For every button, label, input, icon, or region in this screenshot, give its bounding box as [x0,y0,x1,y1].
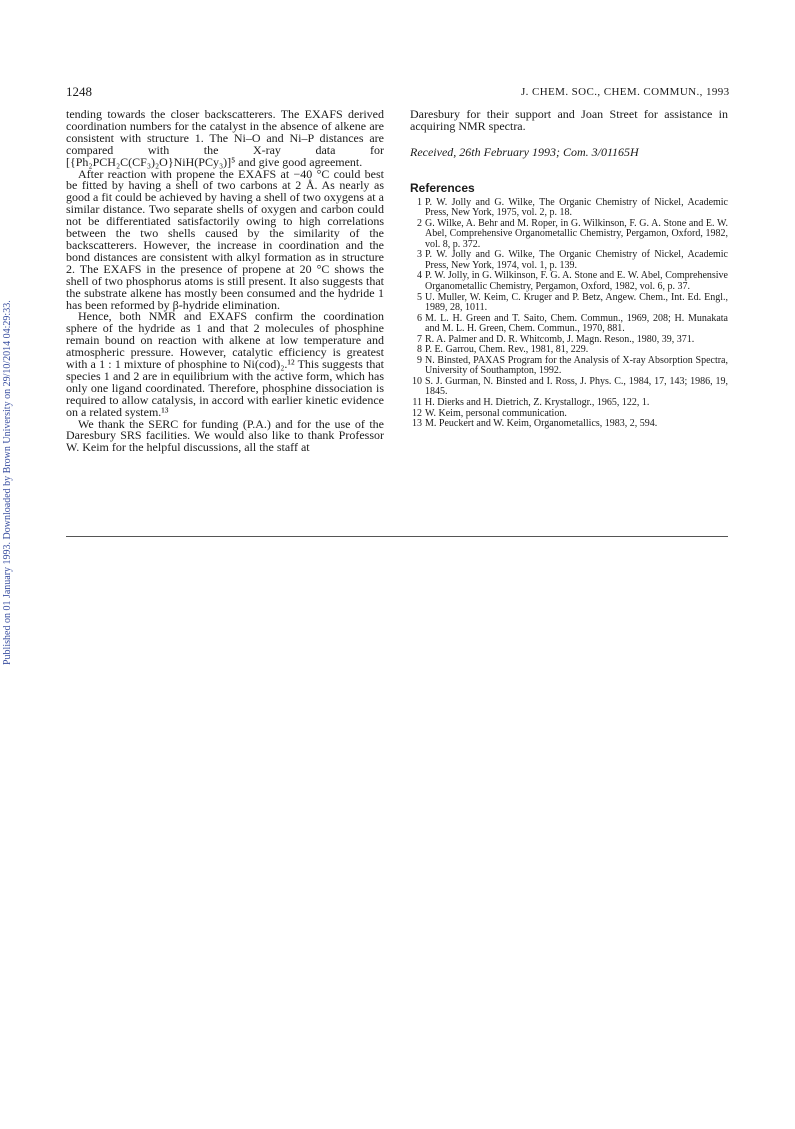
body-paragraph: After reaction with propene the EXAFS at −40 °C could best be fitted by having a shell of two carbons at 2 Å. As nearly as good a fit could be achieved by having a shell of two oxygens at a similar distance. Two separate shells of oxygen and carbon could not be differentiated satisfactorily owing to high correlations between the two shells caused by the similarity of the backscatterers. However, the increase in coordination and the bond distances are consistent with alkyl formation as in structure 2. The EXAFS in the presence of propene at 20 °C shows the shell of two phosphorus atoms is still present. It also suggests that the substrate alkene has mostly been consumed and the hydride 1 has been reformed by β-hydride elimination. [66,166,384,312]
reference-text: U. Muller, W. Keim, C. Kruger and P. Betz, Angew. Chem., Int. Ed. Engl., 1989, 28, 1011. [425,291,728,314]
reference-number: 4 [417,270,422,282]
journal-running-head: J. CHEM. SOC., CHEM. COMMUN., 1993 [521,86,730,98]
reference-text: M. L. H. Green and T. Saito, Chem. Commun., 1969, 208; H. Munakata and M. L. H. Green, Chem. Commun., 1970, 881. [425,312,728,335]
reference-number: 3 [417,249,422,261]
body-paragraph: tending towards the closer backscatterers. The EXAFS derived coordination numbers for the catalyst in the absence of alkene are consistent with structure 1. The Ni–O and Ni–P distances are compared with the X-ray data for [{Ph₂PCH₂C(CF₃)₂O}NiH(PCy₃)]⁵ and give good agreement. [66,107,384,169]
reference-text: W. Keim, personal communication. [425,407,567,419]
reference-item [410,419,728,430]
download-watermark-text: Published on 01 January 1993. Downloaded by Brown University on 29/10/2014 04:29:33. [2,300,13,665]
reference-item [410,250,728,271]
page-divider [66,536,728,537]
reference-text: S. J. Gurman, N. Binsted and I. Ross, J. Phys. C., 1984, 17, 143; 1986, 19, 1845. [425,375,728,398]
right-column [410,109,728,430]
reference-item [410,314,728,335]
reference-item [410,377,728,398]
reference-number: 8 [417,344,422,356]
reference-text: P. W. Jolly and G. Wilke, The Organic Chemistry of Nickel, Academic Press, New York, 1975, vol. 2, p. 18. [425,196,728,219]
left-column [66,109,384,454]
reference-number: 7 [417,333,422,345]
reference-number: 9 [417,354,422,366]
references-list [410,198,728,430]
body-paragraph: Hence, both NMR and EXAFS confirm the coordination sphere of the hydride as 1 and that 2 molecules of phosphine remain bound on reaction with alkene at low temperature and atmospheric pressure. However, catalytic efficiency is greatest with a 1 : 1 mixture of phosphine to Ni(cod)₂.¹² This suggests that species 1 and 2 are in equilibrium with the active form, which has only one ligand coordinated. Therefore, phosphine dissociation is required to allow catalysis, in accord with earlier kinetic evidence on a related system.¹³ [66,309,384,419]
acknowledgements-continuation: Daresbury for their support and Joan Street for assistance in acquiring NMR spectra. [410,107,728,133]
reference-text: G. Wilke, A. Behr and M. Roper, in G. Wilkinson, F. G. A. Stone and E. W. Abel, Comprehensive Organometallic Chemistry, Pergamon, Oxford, 1982, vol. 8, p. 372. [425,217,728,250]
references-heading: References [410,180,475,195]
reference-text: H. Dierks and H. Dietrich, Z. Krystallogr., 1965, 122, 1. [425,397,650,409]
reference-item [410,198,728,219]
reference-number: 6 [417,312,422,324]
reference-item [410,219,728,251]
reference-number: 1 [417,196,422,208]
reference-text: P. W. Jolly, in G. Wilkinson, F. G. A. Stone and E. W. Abel, Comprehensive Organometallic Chemistry, Pergamon, Oxford, 1982, vol. 6, p. 37. [425,270,728,292]
reference-text: N. Binsted, PAXAS Program for the Analysis of X-ray Absorption Spectra, University of Southampton, 1992. [425,354,728,377]
received-line: Received, 26th February 1993; Com. 3/01165H [410,144,639,159]
reference-item [410,356,728,377]
download-watermark [0,0,18,720]
reference-number: 11 [412,397,422,409]
reference-number: 13 [412,418,422,430]
page-number: 1248 [66,84,92,99]
reference-text: M. Peuckert and W. Keim, Organometallics, 1983, 2, 594. [425,418,658,430]
reference-number: 12 [412,407,422,419]
reference-text: P. W. Jolly and G. Wilke, The Organic Chemistry of Nickel, Academic Press, New York, 1974, vol. 1, p. 139. [425,249,728,271]
reference-number: 10 [412,375,422,387]
reference-item [410,293,728,314]
reference-item [410,271,728,292]
reference-number: 5 [417,291,422,303]
reference-text: R. A. Palmer and D. R. Whitcomb, J. Magn. Reson., 1980, 39, 371. [425,333,695,345]
acknowledgements-paragraph: We thank the SERC for funding (P.A.) and for the use of the Daresbury SRS facilities. We would also like to thank Professor W. Keim for the helpful discussions, all the staff at [66,416,384,455]
reference-text: P. E. Garrou, Chem. Rev., 1981, 81, 229. [425,344,589,356]
reference-number: 2 [417,217,422,229]
